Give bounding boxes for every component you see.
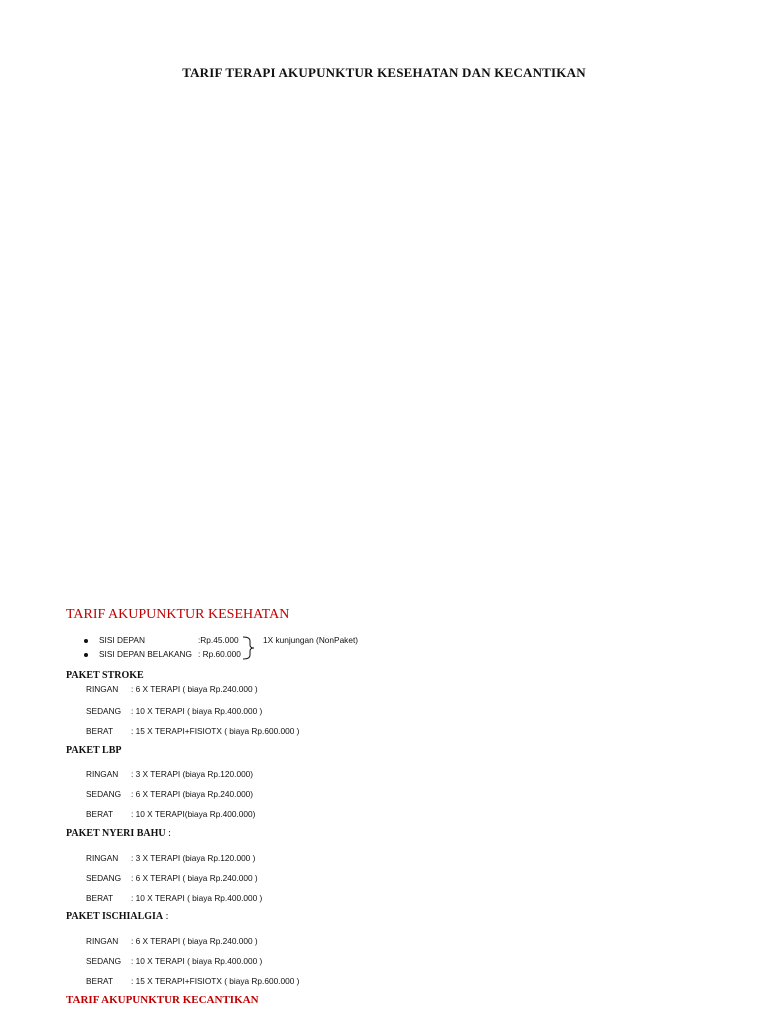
section-heading-kesehatan: TARIF AKUPUNKTUR KESEHATAN [66,607,290,622]
package-heading-stroke: PAKET STROKE [66,670,144,681]
bullet-label: SISI DEPAN BELAKANG [99,649,192,659]
level-detail: : 6 X TERAPI (biaya Rp.240.000) [131,789,254,799]
level-label: SEDANG [86,789,122,799]
package-heading-lbp: PAKET LBP [66,745,122,756]
level-detail: : 10 X TERAPI(biaya Rp.400.000) [131,809,256,819]
level-detail: : 15 X TERAPI+FISIOTX ( biaya Rp.600.000 ) [131,726,300,736]
level-detail: : 3 X TERAPI (biaya Rp.120.000) [131,769,254,779]
level-label: BERAT [86,726,114,736]
level-label: BERAT [86,976,114,986]
level-label: BERAT [86,809,114,819]
level-detail: : 6 X TERAPI ( biaya Rp.240.000 ) [131,936,258,946]
level-detail: : 6 X TERAPI ( biaya Rp.240.000 ) [131,873,258,883]
bullet-price: : Rp.60.000 [198,649,241,659]
bullet-price: :Rp.45.000 [198,635,239,645]
bullet-label: SISI DEPAN [99,635,145,645]
bullet-dot [84,653,88,657]
level-detail: : 10 X TERAPI ( biaya Rp.400.000 ) [131,893,263,903]
package-heading-ischialgia: PAKET ISCHIALGIA : [66,911,169,922]
level-label: RINGAN [86,936,119,946]
level-label: RINGAN [86,853,119,863]
page-title: TARIF TERAPI AKUPUNKTUR KESEHATAN DAN KECANTIKAN [182,65,586,80]
bullet-dot [84,639,88,643]
curly-brace-icon [242,636,256,660]
brace-note: 1X kunjungan (NonPaket) [263,635,359,645]
level-label: RINGAN [86,684,119,694]
level-detail: : 10 X TERAPI ( biaya Rp.400.000 ) [131,706,263,716]
section-heading-kecantikan: TARIF AKUPUNKTUR KECANTIKAN [66,994,259,1006]
level-detail: : 15 X TERAPI+FISIOTX ( biaya Rp.600.000 ) [131,976,300,986]
level-label: BERAT [86,893,114,903]
level-label: SEDANG [86,873,122,883]
level-label: SEDANG [86,706,122,716]
level-detail: : 6 X TERAPI ( biaya Rp.240.000 ) [131,684,258,694]
level-label: RINGAN [86,769,119,779]
level-detail: : 10 X TERAPI ( biaya Rp.400.000 ) [131,956,263,966]
level-label: SEDANG [86,956,122,966]
level-detail: : 3 X TERAPI (biaya Rp.120.000 ) [131,853,256,863]
package-heading-nyeri-bahu: PAKET NYERI BAHU : [66,828,171,839]
